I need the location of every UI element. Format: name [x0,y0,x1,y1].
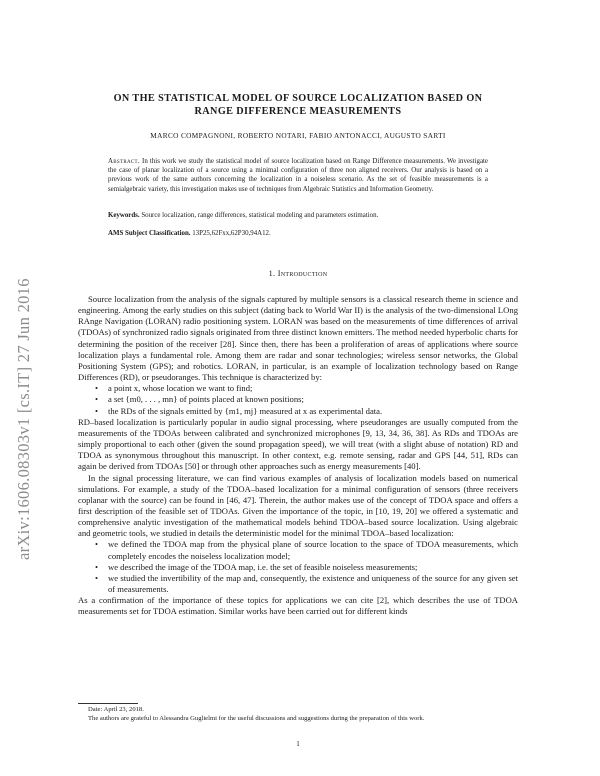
keywords [108,212,488,219]
abstract-text: In this work we study the statistical model of source localization based on Range Difference measurements. We investigate the case of planar localization of a source using a minimal configuration of three non aligned receivers. Our analysis is based on a previous work of the same authors concerning the localization in a noiseless scenario. As the set of feasible measurements is a semialgebraic variety, this investigation makes use of techniques from Algebraic Statistics and Information Geometry. [108,158,488,193]
paragraph-2: RD–based localization is particularly popular in audio signal processing, where pseudoranges are usually computed from the measurements of the TDOAs between calibrated and synchronized microphones [9, 13, 34, 36, 38]. As RDs and TDOAs are simply proportional to each other (given the sound propagation speed), we will treat (with a slight abuse of notation) RD and TDOA as synonymous throughout this manuscript. In other context, e.g. remote sensing, radar and GPS [44, 51], RDs can again be derived from TDOAs [50] or through other approaches such as energy measurements [40]. [78,416,518,472]
bullet-list-2 [78,539,518,595]
footnote-thanks: The authors are grateful to Alessandra Guglielmi for the useful discussions and suggestions during the preparation of this work. [88,714,425,722]
ams-label: AMS Subject Classification. [108,230,191,237]
footnotes [78,706,518,724]
arxiv-identifier: arXiv:1606.08303v1 [cs.IT] 27 Jun 2016 [14,278,33,560]
title-line-1: ON THE STATISTICAL MODEL OF SOURCE LOCALIZATION BASED ON [113,93,483,104]
footnote-date: Date: April 23, 2018. [88,706,144,713]
author-list: MARCO COMPAGNONI, ROBERTO NOTARI, FABIO ANTONACCI, AUGUSTO SARTI [150,131,446,140]
list-item: • we studied the invertibility of the map and, consequently, the existence and uniqueness of the source for any given set of measurements. [95,572,518,595]
ams-classification [108,230,488,237]
body-text [78,294,518,618]
abstract [108,157,488,194]
title-line-2: RANGE DIFFERENCE MEASUREMENTS [194,106,402,117]
page-number: 1 [296,740,300,748]
list-item: • we defined the TDOA map from the physical plane of source location to the space of TDOA measurements, which completely encodes the noiseless localization model; [95,539,518,561]
keywords-label: Keywords. [108,212,140,219]
keywords-text: Source localization, range differences, statistical modeling and parameters estimation. [141,212,379,219]
ams-text: 13P25,62Fxx,62P30,94A12. [192,230,271,237]
list-item: • a point x, whose location we want to find; [95,383,253,394]
paragraph-1: Source localization from the analysis of the signals captured by multiple sensors is a classical research theme in science and engineering. Among the early studies on this subject (dating back to World War II) is the analysis of the two-dimensional LOng RAnge Navigation (LORAN) radio positioning system. LORAN was based on the measurements of time differences of arrival (TDOAs) of synchronized radio signals originated from three distinct known emitters. The method needed hyperbolic charts for determining the position of the receiver [28]. Since then, there has been a proliferation of areas of applications where source localization plays a fundamental role. Among them are radar and sonar technologies; wireless sensor networks, the Global Positioning System (GPS); and robotics. LORAN, in particular, is an example of localization technology based on Range Differences (RD), or pseudoranges. This technique is characterized by: [78,294,518,383]
paragraph-3: In the signal processing literature, we can find various examples of analysis of localization models based on numerical simulations. For example, a study of the TDOA–based localization for a minimal configuration of sensors (three receivers coplanar with the source) can be found in [46, 47]. Therein, the author makes use of the concept of TDOA space and offers a first description of the feasible set of TDOAs. Given the importance of the topic, in [10, 19, 20] we offered a systematic and comprehensive analytic investigation of the mathematical models behind TDOA–based source localization. Using algebraic and geometric tools, we studied in details the deterministic model for the minimal TDOA–based localization: [78,472,518,539]
section-title: 1. Introduction [268,269,328,278]
abstract-label: Abstract. [108,158,140,165]
paragraph-4: As a confirmation of the importance of these topics for applications we can cite [2], which describes the use of TDOA measurements set for TDOA estimation. Similar works have been carried out for different kinds [78,595,518,617]
list-item: • we described the image of the TDOA map, i.e. the set of feasible noiseless measurements; [95,561,418,572]
footnote-rule [78,703,138,704]
list-item: • the RDs of the signals emitted by {m1, mj} measured at x as experimental data. [95,405,383,416]
bullet-list-1 [78,383,518,416]
list-item: • a set {m0, . . . , mn} of points placed at known positions; [95,394,304,405]
paper-title [78,92,518,118]
